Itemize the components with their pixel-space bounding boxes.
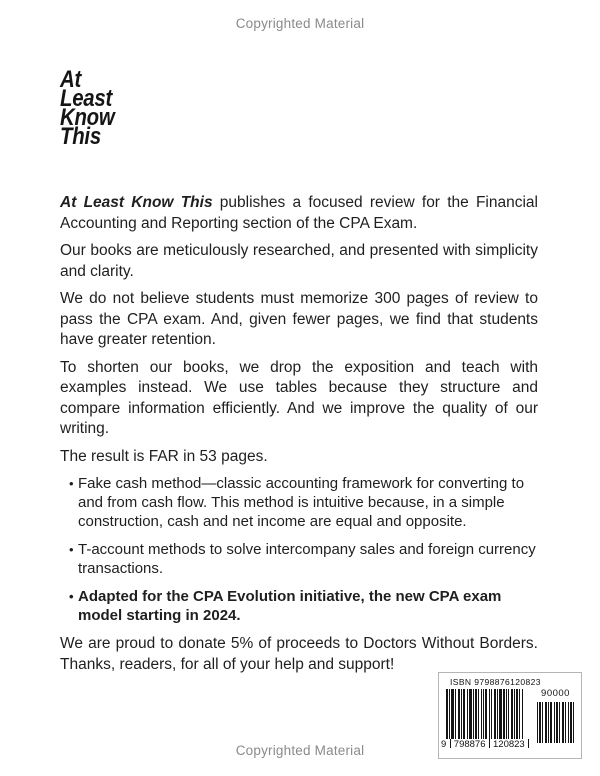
price-code-label: 90000: [541, 688, 570, 699]
logo-line-1: At: [60, 66, 82, 93]
paragraph-research: Our books are meticulously researched, and presented with simplicity and clarity.: [60, 242, 538, 280]
bullet-text: T-account methods to solve intercompany sales and foreign currency transactions.: [78, 541, 536, 577]
barcode-digit-group1: 798876: [453, 739, 486, 750]
feature-bullet-list: [69, 474, 538, 625]
bullet-marker: •: [69, 589, 74, 604]
paragraph-result: The result is FAR in 53 pages.: [60, 447, 268, 465]
logo-line-4: This: [60, 123, 101, 150]
logo-line-2: Least: [60, 85, 113, 112]
closing-paragraph: We are proud to donate 5% of proceeds to Doctors Without Borders. Thanks, readers, for all of your help and support!: [60, 635, 538, 673]
paragraph-memorize: We do not believe students must memorize 300 pages of review to pass the CPA exam. And, given fewer pages, we find that students have greater retention.: [60, 290, 538, 348]
paragraph-shorten: To shorten our books, we drop the exposition and teach with examples instead. We use tables because they structure and compare information efficiently. And we improve the quality of our writing.: [60, 358, 538, 437]
ean-barcode-bars: [446, 689, 528, 739]
bullet-text: Adapted for the CPA Evolution initiative, the new CPA exam model starting in 2024.: [78, 588, 502, 624]
bullet-marker: •: [69, 542, 74, 557]
intro-paragraph-text: publishes a focused review for the Financial Accounting and Reporting section of the CPA Exam.: [60, 194, 538, 232]
brand-logo: [60, 66, 115, 150]
back-cover-text: [60, 193, 538, 682]
bullet-item-cpa-evolution: [69, 587, 538, 625]
intro-paragraph: [60, 193, 538, 234]
barcode-main: [441, 689, 528, 750]
bullet-item-t-account: [69, 540, 538, 578]
barcode-digit-group2: 120823: [493, 739, 525, 750]
bullet-item-fake-cash: [69, 474, 538, 531]
bullet-text: Fake cash method—classic accounting framework for converting to and from cash flow. This method is intuitive because, in a simple construction, cash and net income are equal and opposite.: [78, 475, 525, 530]
copyright-notice-top: Copyrighted Material: [235, 16, 365, 31]
barcode-digit-prefix: 9: [441, 739, 447, 750]
isbn-number-label: ISBN 9798876120823: [450, 677, 541, 687]
barcode-addon: [537, 689, 574, 743]
bullet-marker: •: [69, 476, 74, 491]
copyright-notice-bottom: Copyrighted Material: [235, 743, 365, 758]
logo-line-3: Know: [60, 104, 115, 131]
addon-barcode-bars: [537, 702, 574, 743]
brand-name-inline: At Least Know This: [60, 194, 213, 211]
